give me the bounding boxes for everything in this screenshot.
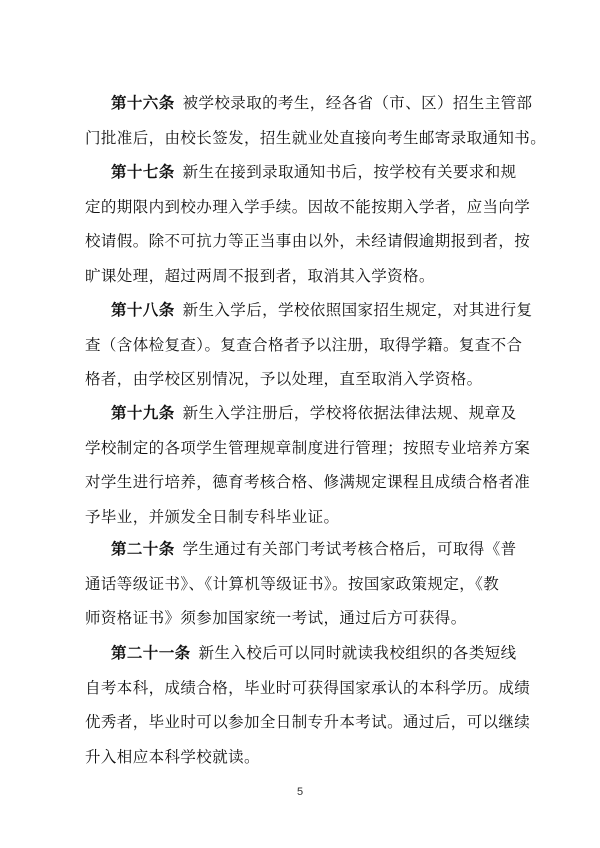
- article-text: 师资格证书》须参加国家统一考试，通过后方可获得。: [85, 609, 467, 627]
- article-text: 予毕业，并颁发全日制专科毕业证。: [85, 507, 340, 526]
- article-text: 校请假。除不可抗力等正当事由以外，未经请假逾期报到者，按: [85, 232, 531, 250]
- article-heading: 第十八条: [111, 301, 175, 319]
- article-text: 优秀者，毕业时可以参加全日制专升本考试。通过后，可以继续: [85, 713, 531, 731]
- article-text: 查（含体检复查）。复查合格者予以注册，取得学籍。复查不合: [85, 335, 523, 354]
- article-text: 新生入学后，学校依照国家招生规定，对其进行复: [182, 301, 533, 319]
- article-text: 定的期限内到校办理入学手续。因故不能按期入学者，应当向学: [85, 197, 531, 216]
- article-text: 对学生进行培养，德育考核合格、修满规定课程且成绩合格者准: [85, 473, 531, 491]
- article-text: 学生通过有关部门考试考核合格后，可取得《普: [182, 540, 517, 558]
- article-text: 新生入学注册后，学校将依据法律法规、规章及: [182, 404, 517, 422]
- article-heading: 第十七条: [111, 163, 175, 181]
- article-first-line: [111, 636, 517, 671]
- article-text: 学校制定的各项学生管理规章制度进行管理；按照专业培养方案: [85, 438, 531, 457]
- page-number: 5: [296, 786, 304, 798]
- article-20: [85, 532, 517, 636]
- article-heading: 第二十条: [111, 540, 175, 558]
- article-first-line: [111, 293, 533, 328]
- article-text: 通话等级证书》、《计算机等级证书》。按国家政策规定，《教: [85, 574, 500, 593]
- article-text: 被学校录取的考生，经各省（市、区）招生主管部: [182, 94, 533, 112]
- article-heading: 第十九条: [111, 404, 175, 422]
- article-heading: 第二十一条: [111, 644, 191, 662]
- article-text: 新生入校后可以同时就读我校组织的各类短线: [198, 644, 517, 662]
- article-first-line: [111, 532, 517, 567]
- article-first-line: [111, 155, 517, 190]
- article-text: 旷课处理，超过两周不报到者，取消其入学资格。: [85, 266, 435, 285]
- article-heading: 第十六条: [111, 94, 175, 112]
- article-first-line: [111, 86, 533, 121]
- article-19: [85, 396, 531, 534]
- article-18: [85, 293, 533, 397]
- article-text: 格者，由学校区别情况，予以处理，直至取消入学资格。: [85, 370, 483, 388]
- article-text: 门批准后，由校长签发，招生就业处直接向考生邮寄录取通知书。: [85, 128, 547, 147]
- article-16: [85, 86, 547, 155]
- article-17: [85, 155, 531, 293]
- article-21: [85, 636, 531, 774]
- article-text: 升入相应本科学校就读。: [85, 747, 260, 766]
- article-text: 新生在接到录取通知书后，按学校有关要求和规: [182, 163, 517, 181]
- article-text: 自考本科，成绩合格，毕业时可获得国家承认的本科学历。成绩: [85, 678, 531, 697]
- article-first-line: [111, 396, 517, 431]
